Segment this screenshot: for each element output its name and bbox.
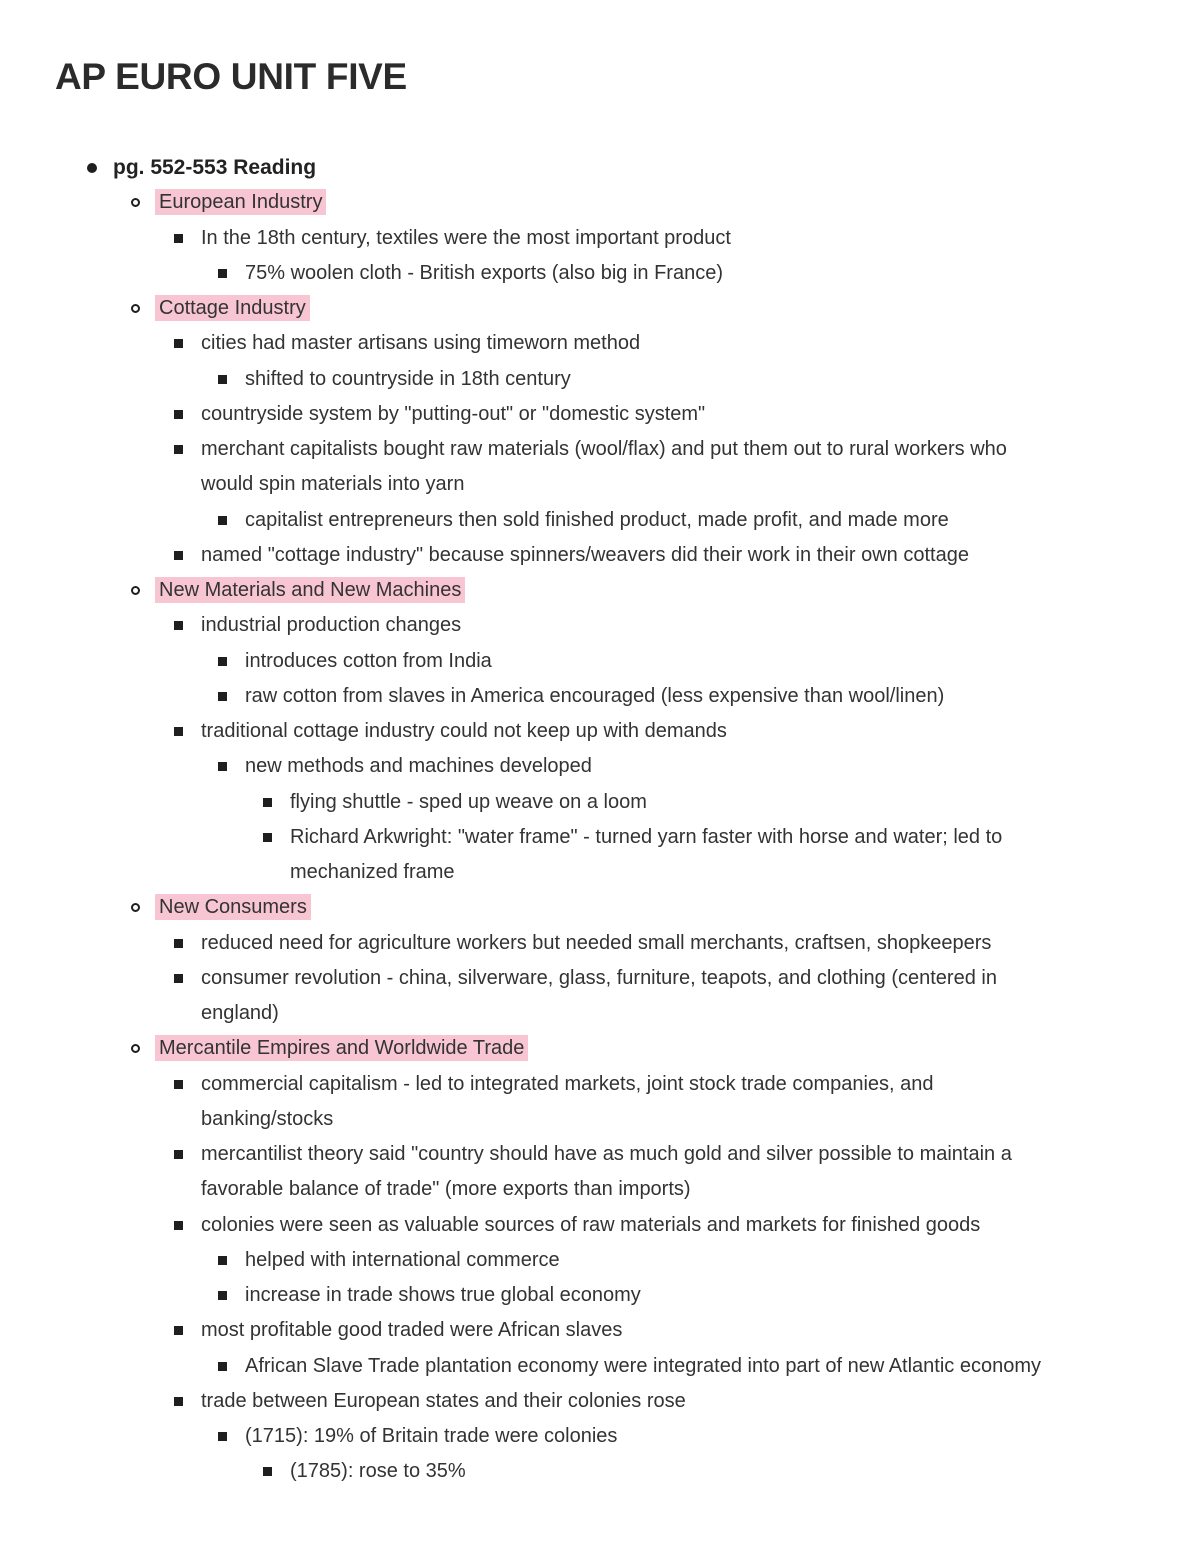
square-bullet-icon: [174, 621, 183, 630]
list-item: [245, 1349, 1041, 1384]
square-bullet-icon: [174, 727, 183, 736]
square-bullet-icon: [218, 657, 227, 666]
square-bullet-icon: [218, 762, 227, 771]
list-item: [245, 503, 949, 538]
square-bullet-icon: [218, 692, 227, 701]
list-item: [201, 1208, 980, 1243]
item-text-continuation: would spin materials into yarn: [201, 473, 465, 496]
list-item: [201, 1137, 1012, 1172]
item-text: (1715): 19% of Britain trade were colonies: [245, 1425, 618, 1447]
square-bullet-icon: [174, 234, 183, 243]
list-item: [201, 961, 997, 996]
item-text: In the 18th century, textiles were the most important product: [201, 226, 731, 249]
item-text: shifted to countryside in 18th century: [245, 367, 571, 390]
item-text: increase in trade shows true global economy: [245, 1284, 641, 1306]
item-text: countryside system by "putting-out" or "domestic system": [201, 402, 706, 425]
item-text: introduces cotton from India: [245, 649, 492, 672]
square-bullet-icon: [218, 269, 227, 278]
highlighted-heading: European Industry: [155, 189, 326, 215]
square-bullet-icon: [174, 1150, 183, 1159]
list-item: [201, 926, 991, 961]
item-text: African Slave Trade plantation economy were integrated into part of new Atlantic economy: [245, 1354, 1042, 1377]
square-bullet-icon: [174, 1397, 183, 1406]
section-item: [157, 185, 326, 220]
square-bullet-icon: [218, 1291, 227, 1300]
list-item: [201, 714, 727, 749]
item-text-continuation: favorable balance of trade" (more exports than imports): [201, 1178, 691, 1201]
item-text: pg. 552-553 Reading: [113, 156, 317, 179]
list-item: [201, 1384, 686, 1419]
square-bullet-icon: [174, 939, 183, 948]
section-item: [157, 573, 465, 608]
hollow-bullet-icon: [131, 304, 140, 313]
highlighted-heading: New Materials and New Machines: [155, 577, 465, 603]
item-text: new methods and machines developed: [245, 755, 592, 778]
item-text: consumer revolution - china, silverware, glass, furniture, teapots, and clothing (centered in: [201, 966, 997, 989]
highlighted-heading: Mercantile Empires and Worldwide Trade: [155, 1035, 528, 1061]
hollow-bullet-icon: [131, 198, 140, 207]
square-bullet-icon: [218, 1432, 227, 1441]
list-item: [201, 608, 461, 643]
item-text: reduced need for agriculture workers but needed small merchants, craftsen, shopkeepers: [201, 931, 992, 954]
list-item: [290, 1454, 466, 1489]
item-text: mercantilist theory said "country should have as much gold and silver possible to maintain a: [201, 1143, 1012, 1165]
highlighted-heading: Cottage Industry: [155, 295, 310, 321]
list-item: [290, 820, 1002, 855]
bullet-icon: [87, 163, 97, 173]
item-text: helped with international commerce: [245, 1248, 560, 1271]
hollow-bullet-icon: [131, 903, 140, 912]
list-item: [201, 538, 969, 573]
section-item: [157, 291, 310, 326]
hollow-bullet-icon: [131, 1044, 140, 1053]
item-text: commercial capitalism - led to integrated markets, joint stock trade companies, and: [201, 1072, 934, 1095]
item-text: industrial production changes: [201, 614, 462, 637]
square-bullet-icon: [174, 974, 183, 983]
square-bullet-icon: [263, 1467, 272, 1476]
item-text: 75% woolen cloth - British exports (also big in France): [245, 261, 723, 284]
square-bullet-icon: [263, 833, 272, 842]
square-bullet-icon: [218, 375, 227, 384]
item-text-continuation: england): [201, 1002, 279, 1024]
item-text-continuation: mechanized frame: [290, 861, 455, 883]
item-text: (1785): rose to 35%: [290, 1460, 466, 1483]
item-text: raw cotton from slaves in America encouraged (less expensive than wool/linen): [245, 684, 945, 707]
item-text: trade between European states and their colonies rose: [201, 1389, 686, 1412]
square-bullet-icon: [174, 1326, 183, 1335]
list-item: [201, 1313, 622, 1348]
list-item: [245, 1419, 617, 1454]
page-title: AP EURO UNIT FIVE: [55, 56, 407, 97]
item-text: capitalist entrepreneurs then sold finished product, made profit, and made more: [245, 508, 949, 531]
list-item: [201, 1067, 934, 1102]
square-bullet-icon: [174, 339, 183, 348]
list-item: [245, 749, 592, 784]
list-item: [245, 644, 492, 679]
square-bullet-icon: [174, 410, 183, 419]
square-bullet-icon: [174, 1221, 183, 1230]
square-bullet-icon: [263, 798, 272, 807]
item-text-continuation: banking/stocks: [201, 1107, 334, 1130]
square-bullet-icon: [174, 1080, 183, 1089]
list-item: [201, 397, 705, 432]
square-bullet-icon: [218, 1256, 227, 1265]
list-item: [201, 432, 1007, 467]
item-text: traditional cottage industry could not keep up with demands: [201, 720, 727, 742]
section-item: [113, 150, 316, 185]
list-item: [290, 785, 647, 820]
list-item: [245, 256, 723, 291]
section-item: [157, 890, 311, 925]
list-item: [201, 326, 640, 361]
list-item: [201, 221, 731, 256]
item-text: flying shuttle - sped up weave on a loom: [290, 790, 647, 813]
list-item: [245, 1278, 641, 1313]
square-bullet-icon: [218, 516, 227, 525]
highlighted-heading: New Consumers: [155, 894, 311, 920]
item-text: merchant capitalists bought raw materials (wool/flax) and put them out to rural workers who: [201, 438, 1007, 460]
list-item: [245, 362, 571, 397]
item-text: named "cottage industry" because spinners/weavers did their work in their own cottage: [201, 543, 969, 566]
list-item: [245, 1243, 560, 1278]
item-text: cities had master artisans using timeworn method: [201, 332, 641, 355]
item-text: colonies were seen as valuable sources of raw materials and markets for finished goods: [201, 1213, 981, 1236]
square-bullet-icon: [218, 1362, 227, 1371]
section-item: [157, 1031, 528, 1066]
square-bullet-icon: [174, 445, 183, 454]
list-item: [245, 679, 944, 714]
item-text: Richard Arkwright: "water frame" - turned yarn faster with horse and water; led to: [290, 825, 1003, 848]
square-bullet-icon: [174, 551, 183, 560]
hollow-bullet-icon: [131, 586, 140, 595]
item-text: most profitable good traded were African slaves: [201, 1319, 623, 1342]
